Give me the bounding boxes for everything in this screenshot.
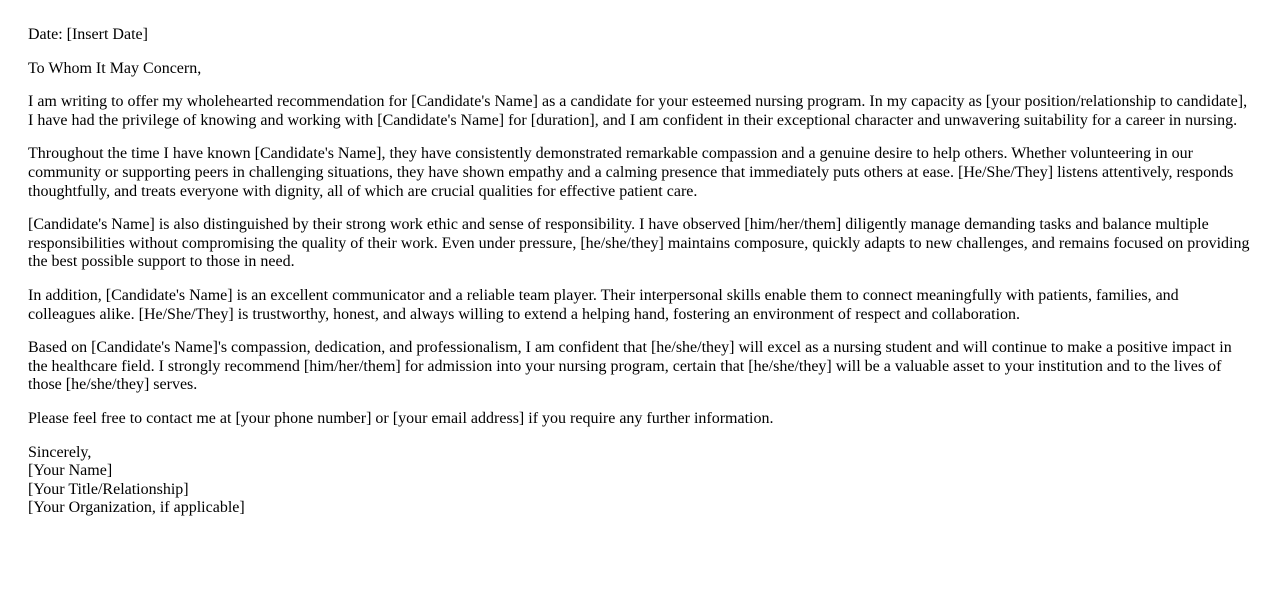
signature-organization: [Your Organization, if applicable] bbox=[28, 499, 245, 517]
date-line: Date: [Insert Date] bbox=[28, 26, 148, 43]
salutation: To Whom It May Concern, bbox=[28, 59, 202, 77]
paragraph-recommendation: Based on [Candidate's Name]'s compassion, dedication, and professionalism, I am confident that [he/she/they] will excel as a nursing student and will continue to make a positive impact in the healthcare field. I strongly recommend [him/her/them] for admission into your nursing program, certain that [he/she/they] will be a valuable asset to your institution and to the lives of those [he/she/they] serves. bbox=[28, 339, 1232, 394]
signature-title: [Your Title/Relationship] bbox=[28, 480, 189, 498]
paragraph-work-ethic: [Candidate's Name] is also distinguished by their strong work ethic and sense of responsibility. I have observed [him/her/them] diligently manage demanding tasks and balance multiple responsibilities without compromising the quality of their work. Even under pressure, [he/she/they] maintains composure, quickly adapts to new challenges, and remains focused on providing the best possible support to those in need. bbox=[28, 216, 1250, 271]
paragraph-introduction: I am writing to offer my wholehearted recommendation for [Candidate's Name] as a candidate for your esteemed nursing program. In my capacity as [your position/relationship to candidate], I have had the privilege of knowing and working with [Candidate's Name] for [duration], and I am confident in their exceptional character and unwavering suitability for a career in nursing. bbox=[28, 93, 1248, 129]
closing-line: Sincerely, bbox=[28, 443, 92, 461]
signature-name: [Your Name] bbox=[28, 462, 113, 480]
paragraph-compassion: Throughout the time I have known [Candidate's Name], they have consistently demonstrated remarkable compassion and a genuine desire to help others. Whether volunteering in our community or supporting peers in challenging situations, they have shown empathy and a calming presence that immediately puts others at ease. [He/She/They] listens attentively, responds thoughtfully, and treats everyone with dignity, all of which are crucial qualities for effective patient care. bbox=[28, 145, 1234, 200]
paragraph-contact: Please feel free to contact me at [your phone number] or [your email address] if you require any further information. bbox=[28, 409, 774, 427]
signature-block bbox=[28, 444, 1250, 518]
paragraph-communication: In addition, [Candidate's Name] is an excellent communicator and a reliable team player. Their interpersonal skills enable them to connect meaningfully with patients, families, and colleagues alike. [He/She/They] is trustworthy, honest, and always willing to extend a helping hand, fostering an environment of respect and collaboration. bbox=[28, 286, 1179, 323]
